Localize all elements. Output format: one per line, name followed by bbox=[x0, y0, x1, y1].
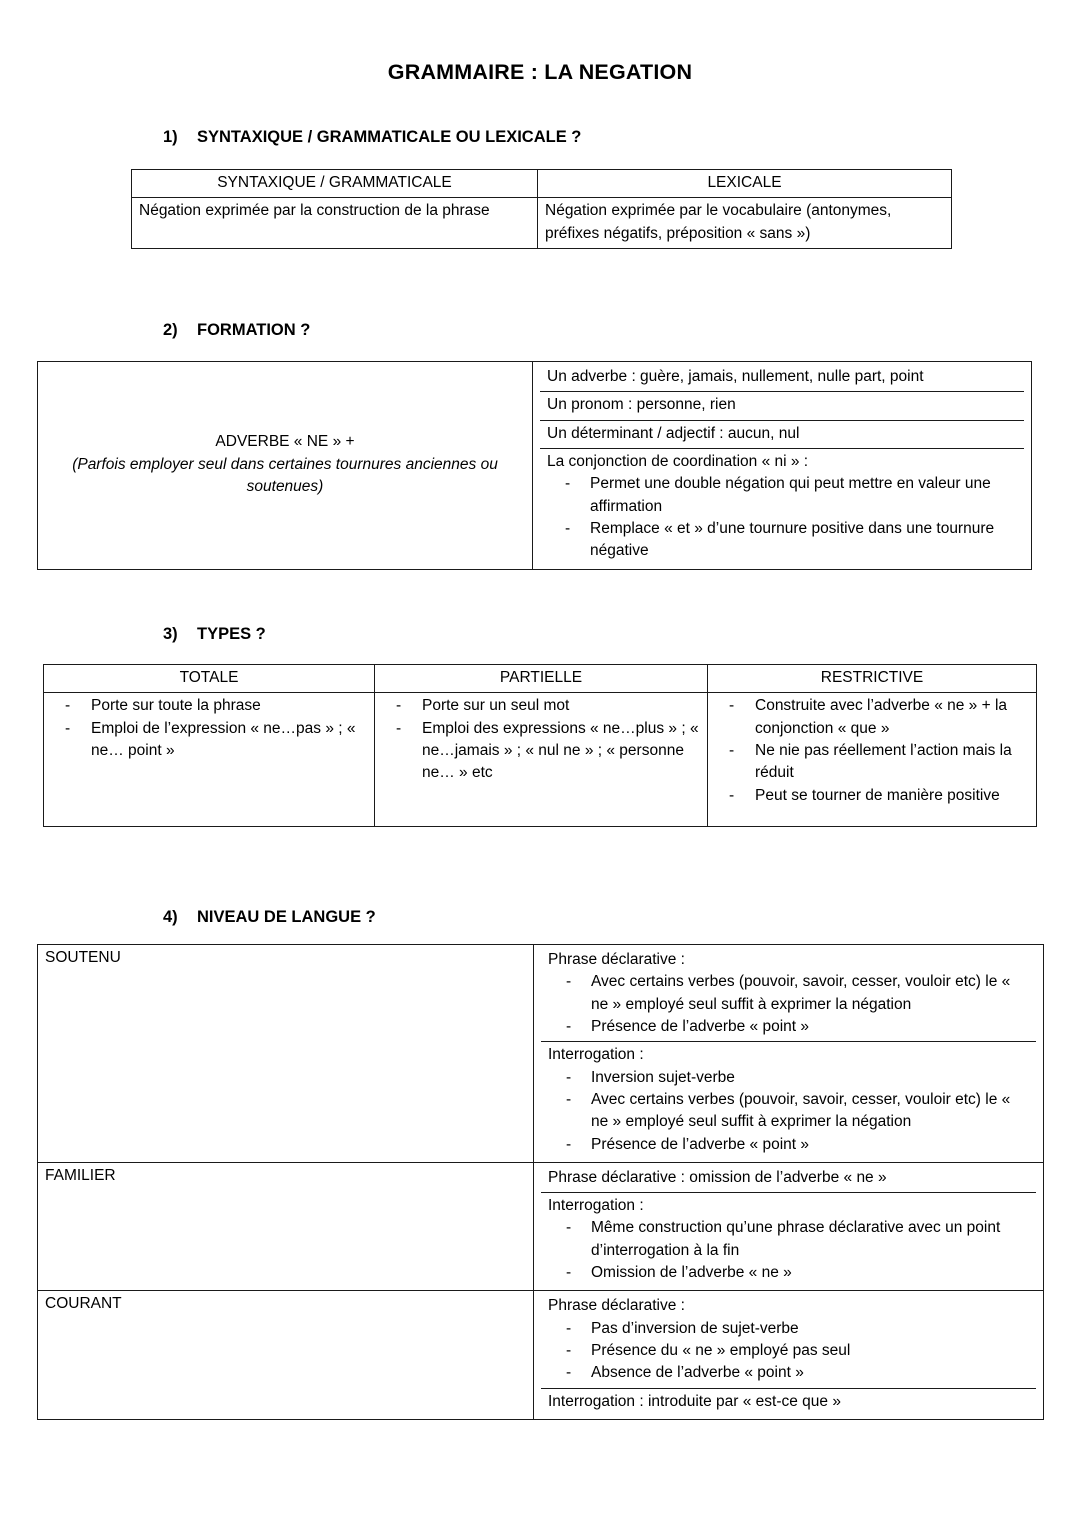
section-number-3: 3) bbox=[163, 625, 178, 643]
table2-adverbe-title: ADVERBE « NE » + bbox=[215, 433, 355, 451]
list-item: - Peut se tourner de manière positive bbox=[715, 785, 1029, 807]
table2-conjonction-bullets bbox=[547, 473, 1017, 562]
table4-soutenu-subtable bbox=[541, 947, 1036, 1159]
section-heading-1 bbox=[163, 128, 581, 147]
list-item bbox=[541, 1165, 1036, 1193]
table4-courant-declarative bbox=[541, 1293, 1036, 1388]
block-lead: Interrogation : bbox=[548, 1046, 644, 1064]
list-item: - Présence de l’adverbe « point » bbox=[548, 1016, 1029, 1038]
list-item: - Emploi de l’expression « ne…pas » ; « ne… point » bbox=[51, 718, 367, 763]
section-number-1: 1) bbox=[163, 128, 178, 146]
list-item bbox=[540, 448, 1024, 565]
table2-row-adverbe: Un adverbe : guère, jamais, nullement, nulle part, point bbox=[540, 364, 1024, 392]
block-bullets bbox=[548, 1067, 1029, 1156]
list-item: - Remplace « et » d’une tournure positive dans une tournure négative bbox=[547, 518, 1017, 563]
table4-detail-soutenu bbox=[534, 945, 1044, 1163]
list-item: - Emploi des expressions « ne…plus » ; « ne…jamais » ; « nul ne » ; « personne ne… » etc bbox=[382, 718, 700, 785]
table2-row-pronom: Un pronom : personne, rien bbox=[540, 392, 1024, 420]
table4-level-courant: COURANT bbox=[38, 1291, 534, 1420]
table-row bbox=[38, 1291, 1044, 1420]
table3-restrictive-bullets bbox=[715, 695, 1029, 807]
block-lead: Phrase déclarative : bbox=[548, 951, 685, 968]
page-title: GRAMMAIRE : LA NEGATION bbox=[387, 60, 693, 84]
list-item bbox=[541, 1388, 1036, 1416]
table3-header-totale: TOTALE bbox=[44, 665, 375, 693]
table-row bbox=[132, 170, 952, 198]
table3-header-restrictive: RESTRICTIVE bbox=[708, 665, 1037, 693]
table4-detail-familier bbox=[534, 1162, 1044, 1291]
table2-cell-complements bbox=[533, 362, 1032, 570]
list-item: - Porte sur toute la phrase bbox=[51, 695, 367, 717]
list-item bbox=[541, 1193, 1036, 1288]
table-row bbox=[44, 693, 1037, 827]
table2-adverbe-note: (Parfois employer seul dans certaines tournures anciennes ou soutenues) bbox=[72, 455, 498, 495]
list-item: - Porte sur un seul mot bbox=[382, 695, 700, 717]
table4-detail-courant bbox=[534, 1291, 1044, 1420]
table2-row-determinant: Un déterminant / adjectif : aucun, nul bbox=[540, 420, 1024, 448]
table4-level-familier: FAMILIER bbox=[38, 1162, 534, 1291]
table-row bbox=[38, 945, 1044, 1163]
list-item: - Absence de l’adverbe « point » bbox=[548, 1362, 1029, 1384]
list-item bbox=[540, 420, 1024, 448]
table4-level-soutenu: SOUTENU bbox=[38, 945, 534, 1163]
section-heading-2 bbox=[163, 321, 310, 340]
list-item bbox=[540, 364, 1024, 392]
list-item: - Même construction qu’une phrase déclarative avec un point d’interrogation à la fin bbox=[548, 1217, 1029, 1262]
list-item: - Pas d’inversion de sujet-verbe bbox=[548, 1318, 1029, 1340]
block-lead: Interrogation : bbox=[548, 1197, 644, 1215]
table4-soutenu-interrogation bbox=[541, 1042, 1036, 1159]
table-types bbox=[43, 664, 1037, 827]
table4-courant-interrogation: Interrogation : introduite par « est-ce que » bbox=[548, 1392, 841, 1410]
table-row bbox=[132, 198, 952, 249]
table3-partielle-bullets bbox=[382, 695, 700, 784]
table4-familier-interrogation bbox=[541, 1193, 1036, 1288]
table1-header-lexicale: LEXICALE bbox=[538, 170, 952, 198]
section-title-3: TYPES ? bbox=[197, 625, 266, 643]
table3-cell-restrictive bbox=[708, 693, 1037, 827]
table2-row-conjonction bbox=[540, 448, 1024, 565]
block-bullets bbox=[548, 1217, 1029, 1284]
table1-cell-syntaxique: Négation exprimée par la construction de la phrase bbox=[132, 198, 538, 249]
table4-courant-subtable bbox=[541, 1293, 1036, 1416]
block-lead: Phrase déclarative : bbox=[548, 1297, 685, 1315]
table2-cell-adverbe-ne bbox=[38, 362, 533, 570]
table3-totale-bullets bbox=[51, 695, 367, 762]
table2-subtable bbox=[540, 364, 1024, 566]
table-row bbox=[38, 1162, 1044, 1291]
table4-soutenu-declarative bbox=[541, 947, 1036, 1042]
list-item bbox=[541, 1293, 1036, 1388]
section-number-2: 2) bbox=[163, 321, 178, 339]
table1-header-syntaxique: SYNTAXIQUE / GRAMMATICALE bbox=[132, 170, 538, 198]
table4-familier-subtable bbox=[541, 1165, 1036, 1288]
list-item: - Avec certains verbes (pouvoir, savoir, cesser, vouloir etc) le « ne » employé seul suffit à exprimer la négation bbox=[548, 1089, 1029, 1134]
section-heading-4 bbox=[163, 908, 376, 927]
block-bullets bbox=[548, 1318, 1029, 1385]
section-title-2: FORMATION ? bbox=[197, 321, 311, 339]
table4-familier-declarative: Phrase déclarative : omission de l’adverbe « ne » bbox=[541, 1165, 1036, 1193]
list-item: - Avec certains verbes (pouvoir, savoir, cesser, vouloir etc) le « ne » employé seul suffit à exprimer la négation bbox=[548, 971, 1029, 1016]
table2-conjonction-lead: La conjonction de coordination « ni » : bbox=[547, 452, 809, 470]
section-title-1: SYNTAXIQUE / GRAMMATICALE OU LEXICALE ? bbox=[197, 128, 582, 146]
list-item: - Présence du « ne » employé pas seul bbox=[548, 1340, 1029, 1362]
table3-cell-partielle bbox=[375, 693, 708, 827]
list-item: - Présence de l’adverbe « point » bbox=[548, 1134, 1029, 1156]
table3-cell-totale bbox=[44, 693, 375, 827]
table3-header-partielle: PARTIELLE bbox=[375, 665, 708, 693]
list-item bbox=[540, 392, 1024, 420]
section-number-4: 4) bbox=[163, 908, 178, 926]
list-item: - Permet une double négation qui peut mettre en valeur une affirmation bbox=[547, 473, 1017, 518]
table-niveau-langue bbox=[37, 944, 1044, 1420]
table-row bbox=[44, 665, 1037, 693]
list-item: - Ne nie pas réellement l’action mais la réduit bbox=[715, 740, 1029, 785]
list-item bbox=[541, 947, 1036, 1042]
list-item bbox=[541, 1042, 1036, 1159]
section-heading-3 bbox=[163, 625, 266, 644]
table-row bbox=[38, 362, 1032, 570]
list-item: - Inversion sujet-verbe bbox=[548, 1067, 1029, 1089]
table-syntaxique-lexicale bbox=[131, 169, 952, 249]
block-bullets bbox=[548, 971, 1029, 1038]
section-title-4: NIVEAU DE LANGUE ? bbox=[197, 908, 376, 926]
table1-cell-lexicale: Négation exprimée par le vocabulaire (antonymes, préfixes négatifs, préposition « sans ») bbox=[538, 198, 952, 249]
table-formation bbox=[37, 361, 1032, 570]
list-item: - Omission de l’adverbe « ne » bbox=[548, 1262, 1029, 1284]
list-item: - Construite avec l’adverbe « ne » + la conjonction « que » bbox=[715, 695, 1029, 740]
